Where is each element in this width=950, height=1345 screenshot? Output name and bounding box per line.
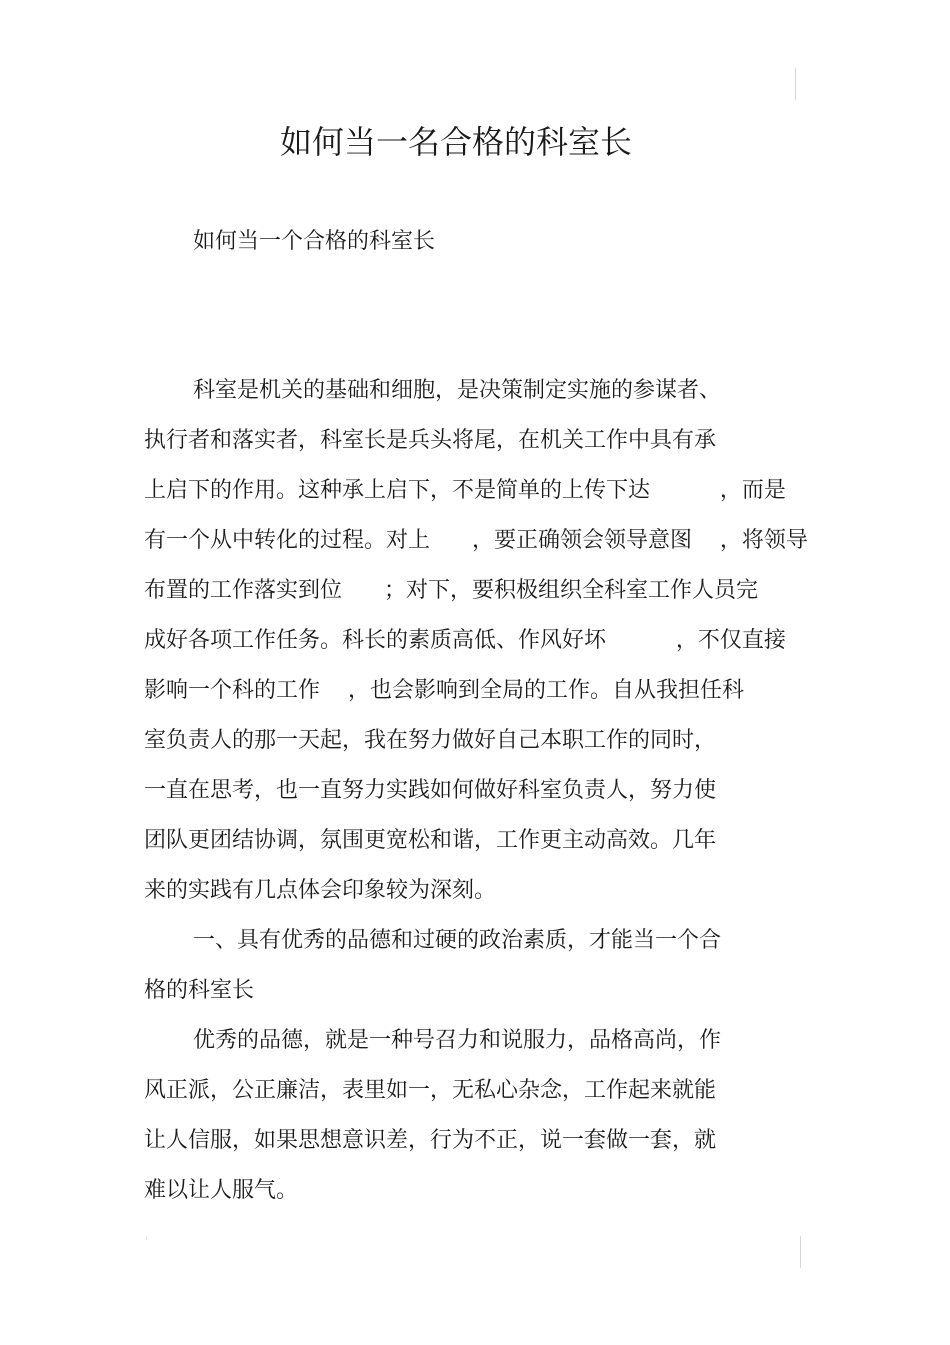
document-subtitle: 如何当一个合格的科室长	[193, 229, 436, 254]
paragraph-line: 布置的工作落实到位 ；对下，要积极组织全科室工作人员完	[144, 578, 758, 603]
page-corner-mark	[795, 68, 796, 100]
paragraph-line: 有一个从中转化的过程。对上 ，要正确领会领导意图 ，将领导	[144, 528, 808, 553]
paragraph-line: 影响一个科的工作 ，也会影响到全局的工作。自从我担任科	[144, 678, 744, 703]
paragraph-line: 优秀的品德，就是一种号召力和说服力，品格高尚，作	[193, 1028, 722, 1053]
paragraph-line: 室负责人的那一天起，我在努力做好自己本职工作的同时，	[144, 728, 717, 753]
page-corner-mark	[146, 1236, 147, 1240]
paragraph-line: 执行者和落实者，科室长是兵头将尾，在机关工作中具有承	[144, 428, 717, 453]
paragraph-line: 上启下的作用。这种承上启下，不是简单的上传下达 ，而是	[144, 478, 786, 503]
paragraph-line: 风正派，公正廉洁，表里如一，无私心杂念，工作起来就能	[144, 1078, 717, 1103]
paragraph-line: 来的实践有几点体会印象较为深刻。	[144, 878, 497, 903]
page-corner-mark	[800, 1236, 801, 1268]
paragraph-line: 科室是机关的基础和细胞，是决策制定实施的参谋者、	[193, 378, 722, 403]
document-body	[144, 366, 824, 1216]
paragraph-line: 团队更团结协调，氛围更宽松和谐，工作更主动高效。几年	[144, 828, 717, 853]
paragraph-line: 难以让人服气。	[144, 1178, 299, 1203]
paragraph-line: 让人信服，如果思想意识差，行为不正，说一套做一套，就	[144, 1128, 717, 1153]
paragraph-line: 成好各项工作任务。科长的素质高低、作风好坏 ，不仅直接	[144, 628, 786, 653]
paragraph-line: 一、具有优秀的品德和过硬的政治素质，才能当一个合	[193, 928, 722, 953]
document-title: 如何当一名合格的科室长	[279, 123, 632, 161]
paragraph-line: 格的科室长	[144, 978, 255, 1003]
paragraph-line: 一直在思考，也一直努力实践如何做好科室负责人，努力使	[144, 778, 717, 803]
